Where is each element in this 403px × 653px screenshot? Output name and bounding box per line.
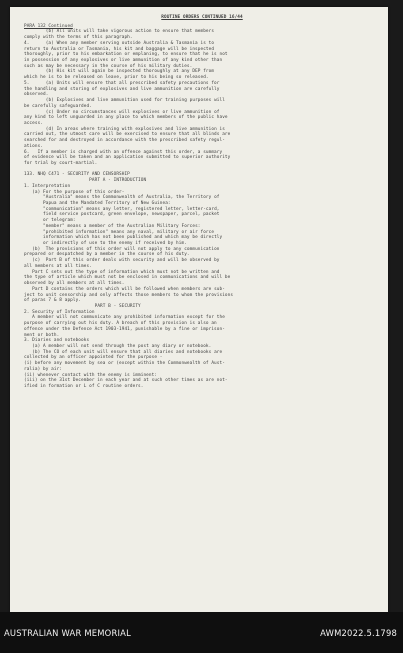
document-header: ROUTINE ORDERS CONTINUED 16/44 bbox=[161, 15, 243, 20]
document-line: prepared or despatched by a member in the course of his duty. bbox=[24, 252, 190, 258]
document-line: PART B - SECURITY bbox=[24, 303, 141, 309]
document-line: (b) Explosives and live ammunition used for training purposes will bbox=[24, 98, 225, 104]
document-line: observed by all members at all times. bbox=[24, 281, 125, 287]
document-line: (d) In areas where training with explosives and live ammunition is bbox=[24, 126, 225, 132]
document-line: 5. (a) Units will ensure that all prescribed safety precautions for bbox=[24, 80, 220, 86]
document-line: or telegram: bbox=[24, 218, 76, 224]
document-line: in possession of any explosives or live ammunition of any kind other than bbox=[24, 58, 223, 64]
document-line: ified in formation or L of C routine orders. bbox=[24, 384, 144, 389]
document-line: the type of article which must not be enclosed in communications and will be bbox=[24, 275, 231, 281]
document-line: "member" means a member of the Australian Military Forces: bbox=[24, 223, 201, 229]
document-line: PART A - INTRODUCTION bbox=[24, 178, 147, 184]
document-line: "prohibited information" means any naval, military or air force bbox=[24, 229, 215, 235]
document-line: which he is to be released on leave, prior to his being so released. bbox=[24, 75, 209, 81]
document-line: collected by an officer appointed for the purpose - bbox=[24, 355, 163, 361]
document-line: (a) For the purpose of this order- bbox=[24, 189, 125, 195]
document-line: such as may be necessary in the course of his military duties. bbox=[24, 63, 193, 69]
document-line: "communication" means any letter, registered letter, letter-card, bbox=[24, 206, 220, 212]
document-line: be carefully safeguarded. bbox=[24, 103, 92, 109]
document-line: (c) Under no circumstances will explosives or live ammunition of bbox=[24, 109, 220, 115]
document-line: or indirectly of use to the enemy if received by him. bbox=[24, 241, 187, 247]
document-line: 6. If a member is charged with an offence against this order, a summary bbox=[24, 149, 223, 155]
document-line: 4. (a) When any member serving outside Australia & Tasmania is to bbox=[24, 40, 215, 46]
document-line: ject to unit censorship and only affects those members to whom the provisions bbox=[24, 292, 234, 298]
document-text bbox=[24, 15, 380, 608]
document-line: purpose of carrying out his duty. A breach of this provision is also an bbox=[24, 321, 217, 327]
document-line: 3. Diaries and notebooks bbox=[24, 338, 90, 344]
document-line: access. bbox=[24, 120, 44, 126]
document-line: return to Australia or Tasmania, his kit and baggage will be inspected bbox=[24, 46, 215, 52]
document-line: A member will not communicate any prohibited information except for the bbox=[24, 315, 225, 321]
document-line: (i) before any movement by sea or (except within the Commonwealth of Aust- bbox=[24, 361, 225, 367]
document-line: for trial by court-martial. bbox=[24, 160, 98, 166]
document-line: ations. bbox=[24, 143, 44, 149]
document-line: (a) A member will not send through the post any diary or notebook. bbox=[24, 343, 212, 349]
document-line: offence under the Defence Act 1903-1941, punishable by a fine or imprison- bbox=[24, 326, 225, 332]
document-line: thoroughly, prior to his embarkation or emplaning, to ensure that he is not bbox=[24, 52, 228, 58]
document-line: field service postcard, green envelope, newspaper, parcel, packet bbox=[24, 212, 220, 218]
document-line: comply with the terms of this paragraph. bbox=[24, 35, 133, 41]
document-line: all members at all times. bbox=[24, 263, 92, 269]
document-line: any kind to left unguarded in any place to which members of the public have bbox=[24, 115, 228, 121]
document-line: (c) Part B of this order deals with security and will be observed by bbox=[24, 258, 220, 264]
footer-accession-number: AWM2022.5.1798 bbox=[320, 628, 397, 638]
document-line: (iii) on the 31st December in each year and at such other times as are not- bbox=[24, 378, 228, 384]
document-line: information which has not been published and which may be directly bbox=[24, 235, 223, 241]
document-line: ralia) by air: bbox=[24, 366, 63, 372]
document-line: Part C sets out the type of information which must not be written and bbox=[24, 269, 220, 275]
document-line: Part D contains the orders which will be followed when members are sub- bbox=[24, 286, 225, 292]
document-line: observed. bbox=[24, 92, 49, 98]
document-line: searched for and destroyed in accordance with the prescribed safety regul- bbox=[24, 138, 225, 144]
document-line: (ii) whenever contact with the enemy is imminent: bbox=[24, 372, 158, 378]
document-line: (b) The provisions of this order will not apply to any communication bbox=[24, 246, 220, 252]
document-line: (b) The CO of each unit will ensure that all diaries and notebooks are bbox=[24, 349, 223, 355]
document-line: 1. Interpretation bbox=[24, 183, 71, 189]
document-line: 2. Security of Information bbox=[24, 309, 95, 315]
footer-institution: AUSTRALIAN WAR MEMORIAL bbox=[4, 628, 131, 638]
document-line: "Australia" means the Commonwealth of Australia, the Territory of bbox=[24, 195, 220, 201]
document-line: (b) His kit will again be inspected thoroughly at any DEP from bbox=[24, 69, 215, 75]
document-page bbox=[10, 7, 388, 612]
document-line: of paras 7 & 8 apply. bbox=[24, 298, 82, 304]
document-line: of evidence will be taken and an application submitted to superior authority bbox=[24, 155, 231, 161]
document-body bbox=[24, 29, 380, 389]
document-line: carried out, the utmost care will be exercised to ensure that all blinds are bbox=[24, 132, 231, 138]
section-continued-heading: PARA 132 Continued bbox=[24, 23, 73, 29]
document-line: Papua and the Mandated Territory of New Guinea: bbox=[24, 201, 171, 206]
footer-bar bbox=[0, 612, 403, 653]
document-line: 133. NHQ C471 - SECURITY AND CENSORSHIP bbox=[24, 172, 130, 178]
document-line: (b) All units will take vigorous action to ensure that members bbox=[24, 29, 215, 35]
document-line: the handling and storing of explosives and live ammunition are carefully bbox=[24, 86, 220, 92]
document-line: ment or both. bbox=[24, 332, 60, 338]
